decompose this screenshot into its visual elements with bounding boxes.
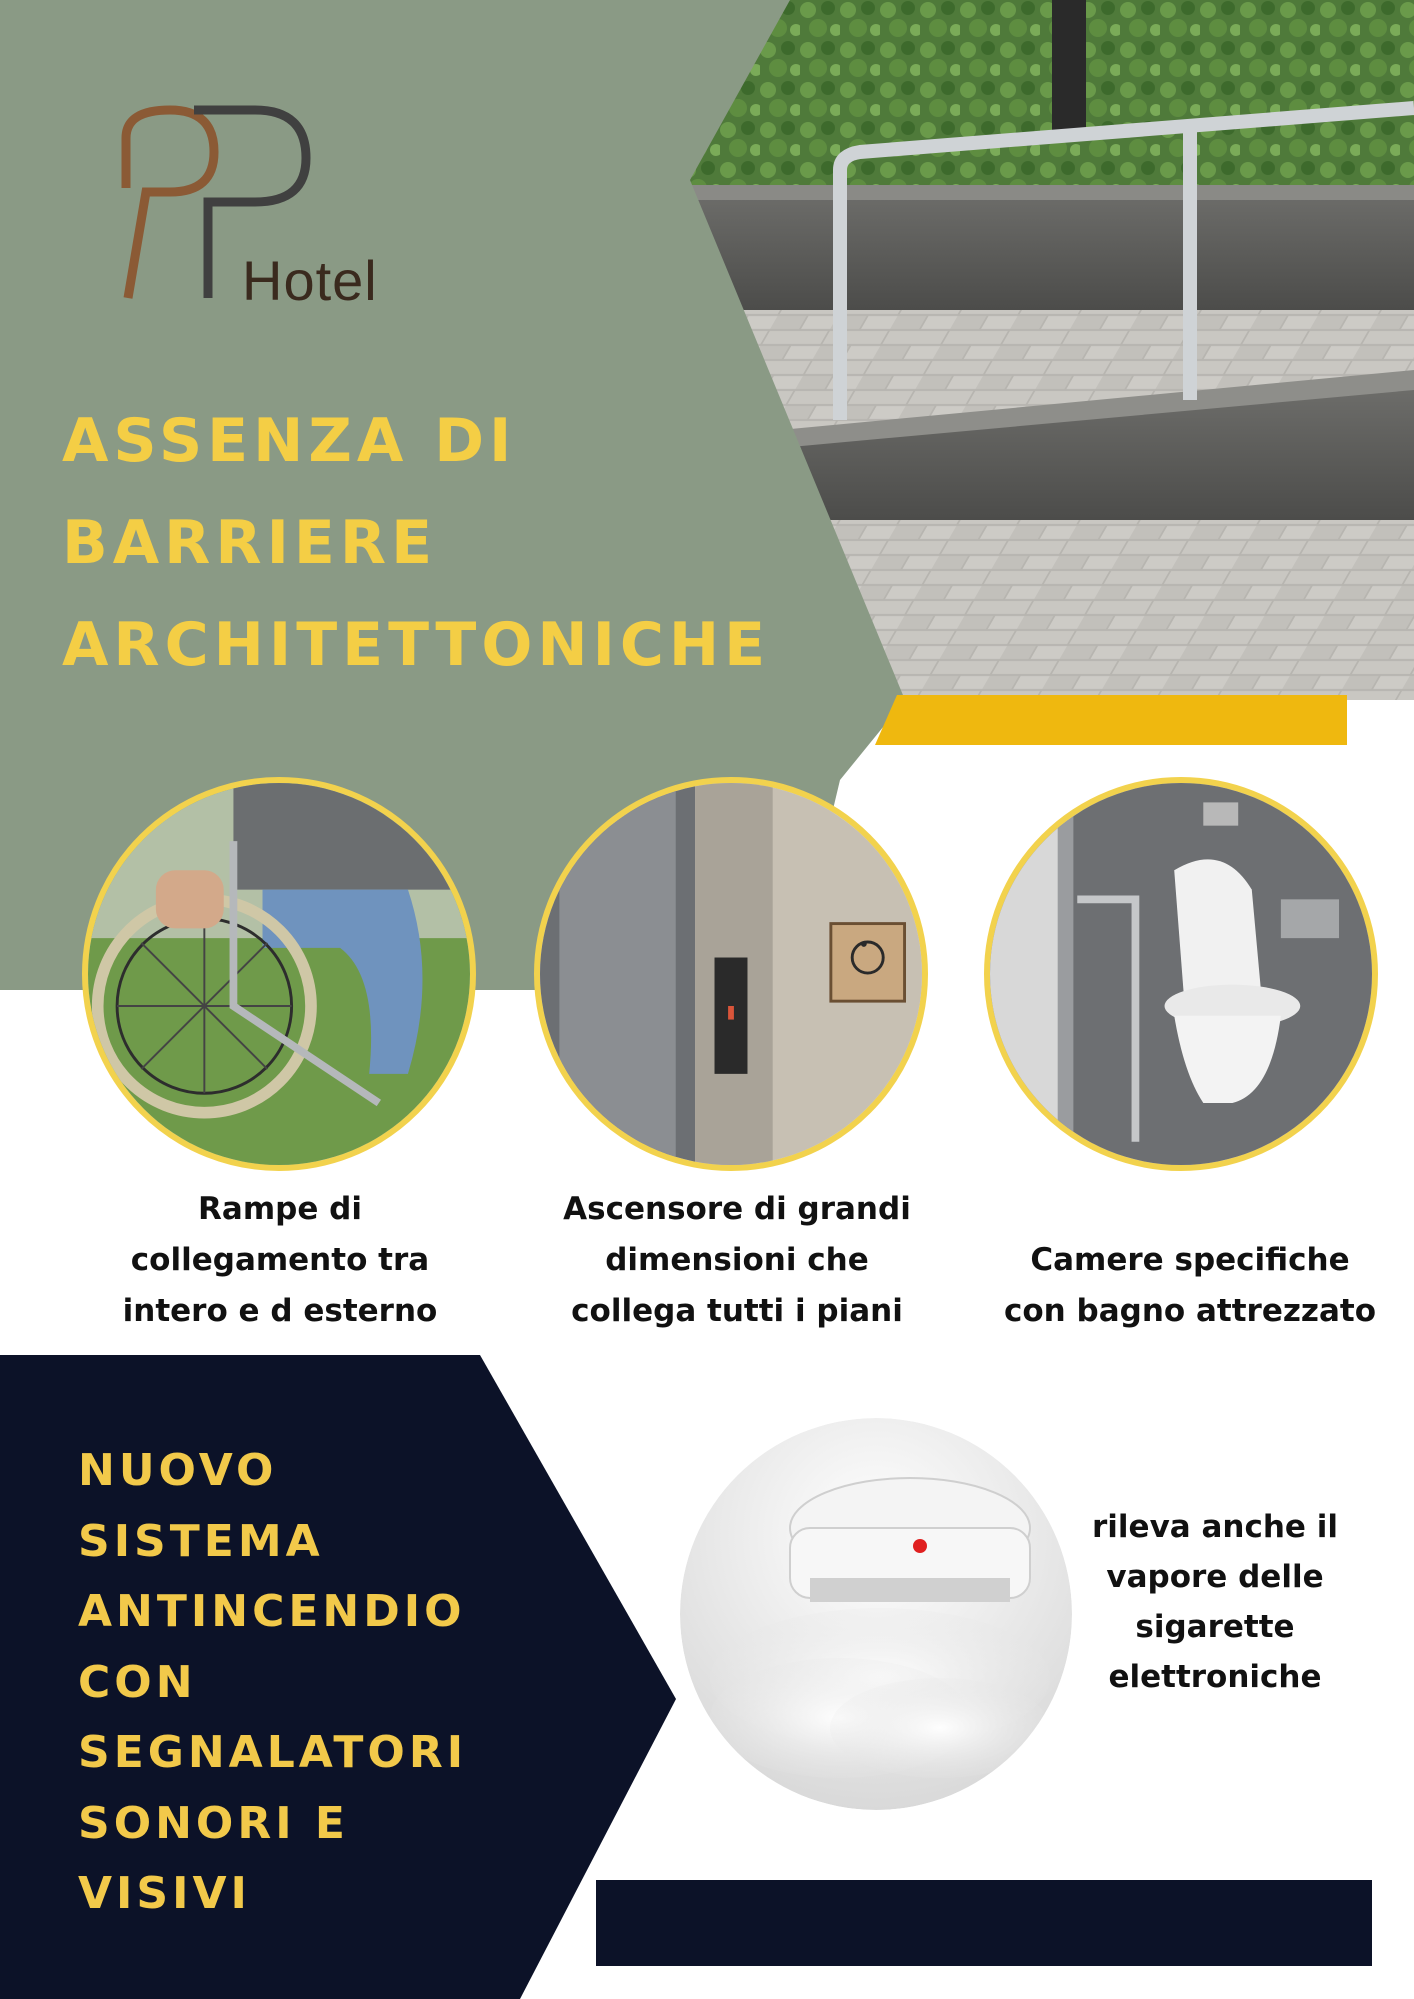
- headline-line: BARRIERE: [62, 508, 438, 578]
- fire-line: SISTEMA: [78, 1515, 324, 1567]
- caption-line: collegamento tra: [130, 1242, 430, 1278]
- caption-line: vapore delle: [1106, 1559, 1324, 1595]
- feature-caption-ramps: [70, 1184, 490, 1337]
- caption-line: dimensioni che: [605, 1242, 869, 1278]
- caption-line: con bagno attrezzato: [1004, 1293, 1376, 1329]
- caption-line: Ascensore di grandi: [563, 1191, 911, 1227]
- fire-line: CON: [78, 1656, 197, 1708]
- caption-line: Camere specifiche: [1030, 1242, 1350, 1278]
- headline: [62, 390, 862, 696]
- fire-line: NUOVO: [78, 1445, 278, 1496]
- fire-system-headline: [78, 1436, 638, 1930]
- caption-line: rileva anche il: [1092, 1509, 1338, 1545]
- headline-line: ASSENZA DI: [62, 406, 517, 476]
- feature-caption-elevator: [527, 1184, 947, 1337]
- headline-line: ARCHITETTONICHE: [62, 610, 771, 680]
- caption-line: collega tutti i piani: [571, 1293, 903, 1329]
- caption-line: sigarette: [1135, 1609, 1295, 1645]
- fire-line: ANTINCENDIO: [78, 1586, 466, 1637]
- fire-line: SONORI E: [78, 1797, 349, 1849]
- fire-line: SEGNALATORI: [78, 1727, 468, 1778]
- accent-bar: [875, 695, 1347, 745]
- accessible-toilet-photo: [984, 777, 1378, 1171]
- smoke-detector-photo: [680, 1418, 1072, 1810]
- logo-name: Hotel: [242, 249, 378, 312]
- detector-caption: [1060, 1502, 1370, 1702]
- elevator-photo: [534, 777, 928, 1171]
- caption-line: Rampe di: [198, 1191, 362, 1227]
- caption-line: intero e d esterno: [122, 1293, 438, 1329]
- hotel-logo: [110, 100, 410, 310]
- feature-caption-rooms: [980, 1235, 1400, 1337]
- wheelchair-photo: [82, 777, 476, 1171]
- bottom-bar: [596, 1880, 1372, 1966]
- fire-line: VISIVI: [78, 1868, 251, 1919]
- caption-line: elettroniche: [1108, 1659, 1322, 1695]
